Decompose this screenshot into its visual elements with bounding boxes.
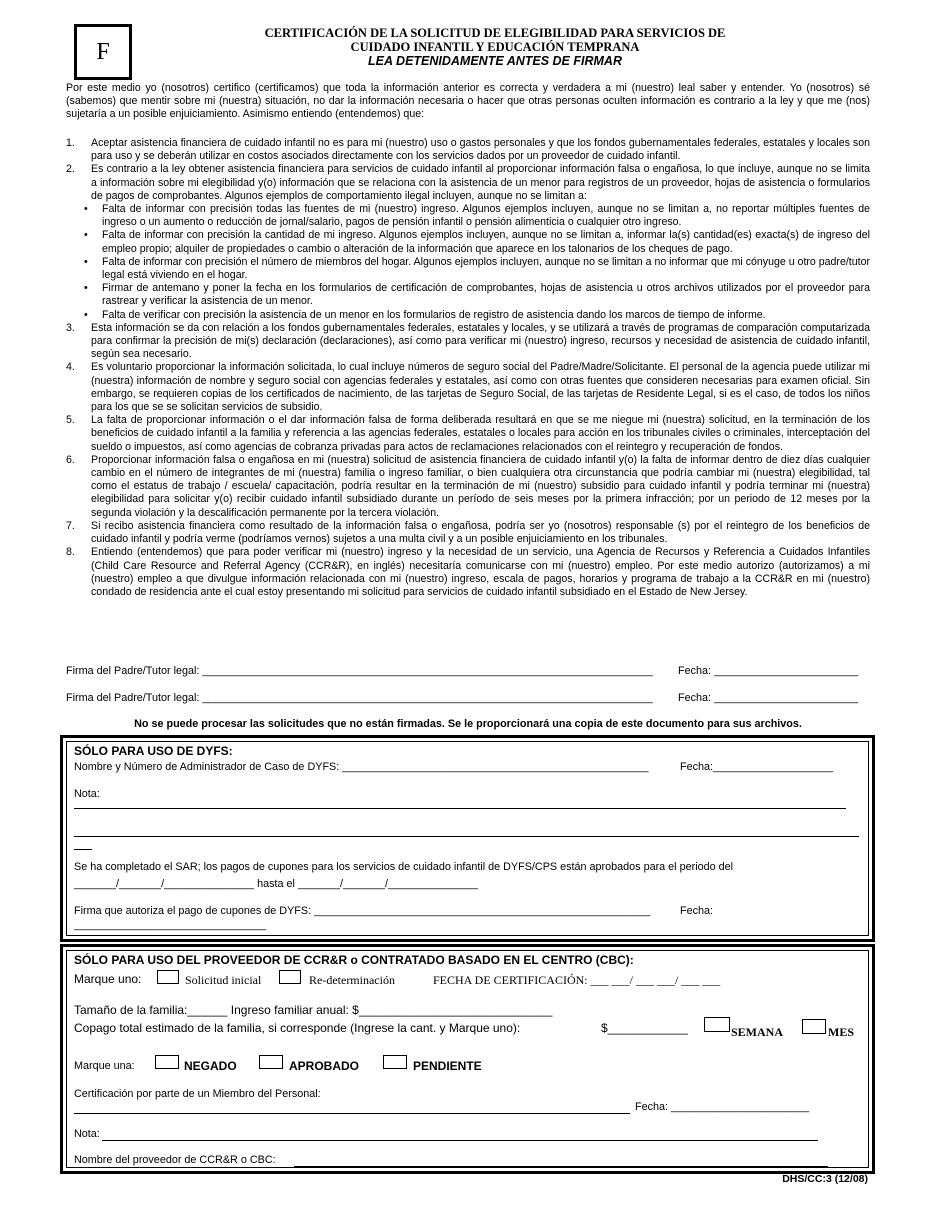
dyfs-note-line[interactable] <box>74 808 846 809</box>
form-id: DHS/CC:3 (12/08) <box>782 1173 868 1185</box>
staff-certification-line[interactable] <box>74 1113 630 1114</box>
provider-name-label: Nombre del proveedor de CCR&R o CBC: <box>74 1154 276 1166</box>
bullet-item: • Falta de informar con precisión la cantidad de mi ingreso. Algunos ejemplos incluyen, aunque no se limitan a, informar la(s) cantidad(es) exacta(s) de ingreso del empleo propio; alquiler de propiedades o cambio o alteración de la información que aparece en los talonarios de los cheques de pago. <box>84 229 870 255</box>
redetermination-label: Re-determinación <box>309 973 395 987</box>
terms-list <box>66 137 870 599</box>
staff-certification-label: Certificación por parte de un Miembro del Personal: <box>74 1088 321 1100</box>
initial-application-label: Solicitud inicial <box>185 973 262 987</box>
dyfs-auth-signature[interactable]: Firma que autoriza el pago de cupones de DYFS: ________________________________________________________ <box>74 905 651 917</box>
denied-checkbox[interactable] <box>155 1055 179 1069</box>
approved-label: APROBADO <box>289 1059 360 1073</box>
list-item: 2. Es contrario a la ley obtener asistencia financiera para servicios de cuidado infantil al proporcionar información falsa o engañosa, lo que incluye, aunque no se limita a información sobre mi elegibilidad y(o) información que se relaciona con la asistencia de un menor para registros de un proveedor, hojas de asistencia o formularios de pagos de comprobantes. Algunos ejemplos de comportamiento ilegal incluyen, aunque no se limitan a: <box>66 163 870 202</box>
provider-heading: SÓLO PARA USO DEL PROVEEDOR DE CCR&R o CONTRATADO BASADO EN EL CENTRO (CBC): <box>74 953 634 967</box>
list-item: 7. Si recibo asistencia financiera como resultado de la información falsa o engañosa, podría ser yo (nosotros) responsable (s) por el reintegro de los beneficios de cuidado infantil y podría verme (podríamos vernos) sujetos a una multa civil y a un posible enjuiciamiento en los tribunales. <box>66 519 870 546</box>
parent-signature-date[interactable]: Fecha: ________________________ <box>678 665 859 677</box>
mark-one-f-label: Marque una: <box>74 1060 135 1072</box>
bullet-item: • Falta de informar con precisión todas las fuentes de mi (nuestro) ingreso. Algunos ejemplos incluyen, aunque no se limitan a, no reportar múltiples fuentes de ingreso o un aumento o reducción de jornal/salario, pagos de pensión infantil o pensión alimenticia o cualquier otro ingreso. <box>84 203 870 229</box>
parent-signature-date[interactable]: Fecha: ________________________ <box>678 692 859 704</box>
certification-date-field[interactable]: FECHA DE CERTIFICACIÓN: ___ ___/ ___ ___/ ___ ___ <box>433 973 721 987</box>
dyfs-sar-period[interactable]: _______/_______/_______________ hasta el _______/_______/_______________ <box>74 878 479 890</box>
list-item: 1. Aceptar asistencia financiera de cuidado infantil no es para mi (nuestro) uso o gastos personales y que los fondos gubernamentales federales, estatales y locales son para uso y se deberán utilizar en costos asociados directamente con los servicios dados por un proveedor de cuidado infantil. <box>66 137 870 163</box>
provider-section <box>60 944 875 1174</box>
dyfs-auth-date-label: Fecha: <box>680 905 714 917</box>
list-item: 6. Proporcionar información falsa o engañosa en mi (nuestra) solicitud de asistencia financiera de cuidado infantil y(o) la falta de informar dentro de diez días cualquier cambio en el número de integrantes de mi (nuestra) familia o ingreso familiar, o bien cualquiera otra circunstancia que podría cambiar mi (nuestra) elegibilidad, tal como el estatus de trabajo / escuela/ capacitación, podría resultar en la terminación de mi (nuestro) subsidio para cuidado infantil y podría terminar mi (nuestra) elegibilidad para solicitar y(o) recibir cuidado infantil subsidiado durante un período de seis meses por la primera infracción; por un periodo de 12 meses por la segunda violación y la descalificación permanente por la tercera violación. <box>66 453 870 519</box>
form-letter-box: F <box>74 24 132 80</box>
provider-note-label: Nota: <box>74 1128 100 1140</box>
title-line-1: CERTIFICACIÓN DE LA SOLICITUD DE ELEGIBILIDAD PARA SERVICIOS DE <box>264 26 726 40</box>
parent-signature-line-2[interactable] <box>66 692 870 704</box>
list-item: 8. Entiendo (entendemos) que para poder verificar mi (nuestro) ingreso y la necesidad de un servicio, una Agencia de Recursos y Referencia a Cuidados Infantiles (Child Care Resource and Referral Agency (CCR&R), en inglés) necesitaría comunicarse con mi (nuestro) empleo. Por este medio autorizo (autorizamos) a mi (nuestro) empleo a que divulgue información relacionada con mi (nuestro) ingreso, escala de pagos, horarios y programa de trabajo a la CCR&R en mi (nuestro) condado de residencia ante el cual estoy presentando mi solicitud para servicios de cuidado infantil subsidiado en el Estado de New Jersey. <box>66 546 870 598</box>
dyfs-note-line[interactable] <box>74 849 92 850</box>
dyfs-heading: SÓLO PARA USO DE DYFS: <box>74 744 233 758</box>
list-item: 4. Es voluntario proporcionar la información solicitada, lo cual incluye números de seguro social del Padre/Madre/Solicitante. El personal de la agencia puede utilizar mi (nuestra) información de nombre y seguro social con agencias federales y estatales, así como con otras fuentes que consideren necesarias para examen oficial. Sin embargo, se requieren copias de los certificados de nacimiento, de las tarjetas de Seguro Social, de las tarjetas de Residente Legal, si es el caso, de todos los niños para los que se se solicitan servicios de subsidio. <box>66 361 870 414</box>
dyfs-auth-date-line[interactable]: ________________________________ <box>74 919 267 931</box>
dyfs-note-line[interactable] <box>74 836 859 837</box>
unsigned-note: No se puede procesar las solicitudes que no están firmadas. Se le proporcionará una copia de este documento para sus archivos. <box>134 718 802 730</box>
month-label: MES <box>828 1025 855 1039</box>
title-instruction: LEA DETENIDAMENTE ANTES DE FIRMAR <box>368 54 622 68</box>
intro-paragraph: Por este medio yo (nosotros) certifico (certificamos) que toda la información anterior es correcta y verdadera a mi (nuestro) leal saber y entender. Yo (nosotros) sé (sabemos) que mentir sobre mi (nuestra) situación, no dar la información necesaria o hacer que otras personas oculten información es contrario a la ley y que me (nos) sujetaría a un posible enjuiciamiento. Asimismo entiendo (entendemos) que: <box>66 82 870 121</box>
bullet-item: • Falta de informar con precisión el número de miembros del hogar. Algunos ejemplos incluyen, aunque no se limitan a no informar que mi cónyuge u otro padre/tutor legal está viviendo en el hogar. <box>84 255 870 282</box>
provider-name-line[interactable] <box>294 1166 828 1167</box>
parent-signature-label: Firma del Padre/Tutor legal: ___________________________________________________________________________ <box>66 692 653 704</box>
list-item: 3. Esta información se da con relación a los fondos gubernamentales federales, estatales y locales, y se utilizará a través de programas de comparación computarizada para confirmar la precisión de mi(s) declaración (declaraciones), así como para verificar mi (nuestro) ingreso, recursos y necesidad de asistencia de cuidado infantil, según sea necesario. <box>66 321 870 361</box>
denied-label: NEGADO <box>184 1059 237 1073</box>
copay-label: Copago total estimado de la familia, si corresponde (Ingrese la cant. y Marque uno): <box>74 1021 521 1035</box>
title-line-2: CUIDADO INFANTIL Y EDUCACIÓN TEMPRANA <box>350 40 640 54</box>
copay-amount-field[interactable]: $____________ <box>601 1021 688 1035</box>
dyfs-admin-field[interactable]: Nombre y Número de Administrador de Caso de DYFS: ___________________________________________________ <box>74 761 649 773</box>
list-item: 5. La falta de proporcionar información o el dar información falsa de forma deliberada resultará en que se me niegue mi (nuestra) solicitud, en la terminación de los beneficios de cuidado infantil a la familia y referencia a las agencias federales, estatales o locales para acción en los tribunales civiles o criminales, interceptación del sueldo o impuestos, así como agencias de cobranza privadas para actos de reclamaciones relacionados con el reintegro y recuperación de fondos. <box>66 414 870 453</box>
parent-signature-label: Firma del Padre/Tutor legal: ___________________________________________________________________________ <box>66 665 653 677</box>
family-size-income-field[interactable]: Tamaño de la familia:______ Ingreso familiar anual: $_____________________________ <box>74 1003 553 1017</box>
initial-application-checkbox[interactable] <box>157 970 179 984</box>
dyfs-section <box>60 735 875 942</box>
bullet-item: • Firmar de antemano y poner la fecha en los formularios de certificación de comprobantes, hojas de asistencia u otros archivos utilizados por el proveedor para rastrear y verificar la asistencia de un menor. <box>84 282 870 308</box>
bullet-item: • Falta de verificar con precisión la asistencia de un menor en los formularios de registro de asistencia dando los marcos de tiempo de informe. <box>84 308 766 321</box>
week-label: SEMANA <box>731 1025 784 1039</box>
staff-certification-date[interactable]: Fecha: _______________________ <box>635 1101 810 1113</box>
approved-checkbox[interactable] <box>259 1055 283 1069</box>
provider-note-line[interactable] <box>102 1140 818 1141</box>
month-checkbox[interactable] <box>802 1019 826 1034</box>
pending-label: PENDIENTE <box>413 1059 482 1073</box>
pending-checkbox[interactable] <box>383 1055 407 1069</box>
dyfs-sar-text: Se ha completado el SAR; los pagos de cupones para los servicios de cuidado infantil de DYFS/CPS están aprobados para el periodo del <box>74 861 734 873</box>
redetermination-checkbox[interactable] <box>279 970 301 984</box>
mark-one-label: Marque uno: <box>74 972 142 986</box>
parent-signature-line-1[interactable] <box>66 665 870 677</box>
week-checkbox[interactable] <box>704 1017 730 1032</box>
dyfs-note-label: Nota: <box>74 788 100 800</box>
dyfs-admin-date[interactable]: Fecha:____________________ <box>680 761 834 773</box>
